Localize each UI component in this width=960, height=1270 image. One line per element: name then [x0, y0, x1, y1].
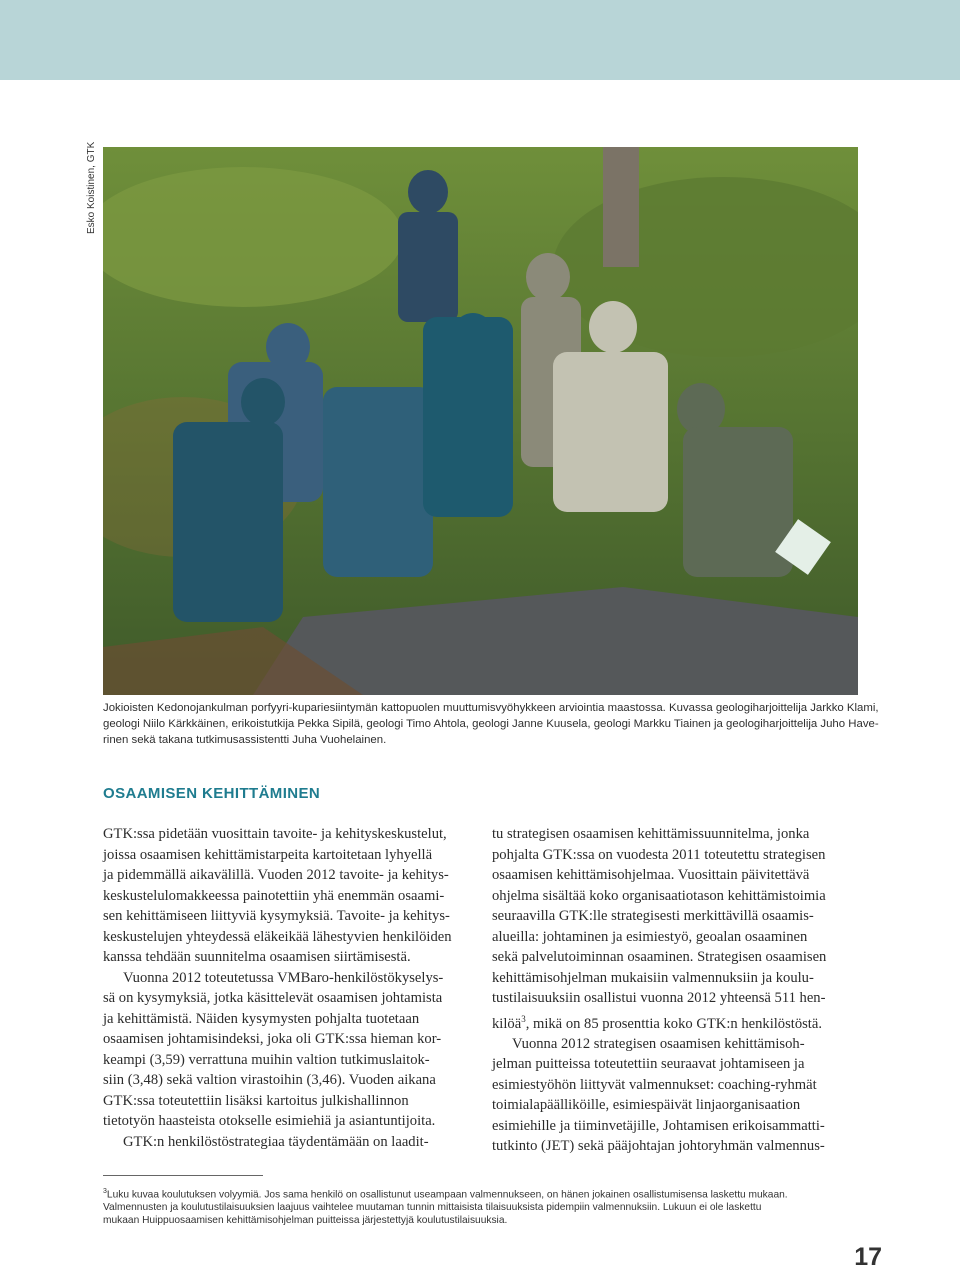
footnote-text: Luku kuvaa koulutuksen volyymiä. Jos sama henkilö on osallistunut useampaan valmennukseen, on hänen jokainen osallistumisensa laskettu mukaan.: [106, 1189, 788, 1201]
footnote-marker: 3: [103, 1188, 107, 1195]
text-line: kanssa tehdään suunnitelma osaamisen siirtämisestä.: [103, 949, 411, 965]
text-line: osaamisen johtamisindeksi, joka oli GTK:ssa hieman kor-: [103, 1031, 442, 1047]
text-line: kehittämisohjelman mukaisiin valmennuksiin ja koulu-: [492, 969, 814, 986]
field-photo: [103, 147, 858, 695]
page-number: 17: [854, 1243, 882, 1270]
paragraph: [492, 1034, 857, 1157]
paragraph: [103, 968, 468, 1132]
caption-line: Jokioisten Kedonojankulman porfyyri-kupariesiintymän kattopuolen muuttumisvyöhykkeen arviointia maastossa. Kuvassa geologiharjoittelija Jarkko Klami,: [103, 702, 879, 714]
text-fragment: kilöä: [492, 1015, 522, 1032]
text-line: jelman puitteissa toteutettiin seuraavat johtamiseen ja: [492, 1056, 805, 1073]
text-line: GTK:ssa toteutettiin lisäksi kartoitus julkishallinnon: [103, 1092, 409, 1109]
text-line: alueilla: johtaminen ja esimiestyö, geoalan osaaminen: [492, 928, 808, 945]
text-line: siin (3,48) sekä valtion virastoihin (3,46). Vuoden aikana: [103, 1072, 436, 1088]
section-title: OSAAMISEN KEHITTÄMINEN: [103, 785, 321, 802]
text-line: GTK:n henkilöstöstrategiaa täydentämään on laadit-: [123, 1133, 429, 1150]
text-line: ja pidemmällä aikavälillä. Vuoden 2012 tavoite- ja kehitys-: [103, 867, 449, 883]
text-line: toimialapäälliköille, esimiespäivät linjaorganisaation: [492, 1097, 801, 1114]
footnote-line: Valmennusten ja koulutustilaisuuksien laajuus vaihtelee muutaman tunnin mittaisista tilaisuuksista pidempiin valmennuksiin. Lukuun ei ole laskettu: [103, 1202, 762, 1214]
footnote-reference: 3: [521, 1013, 526, 1024]
text-line: tietotyön haasteista otokselle esimiehiä ja asiantuntijoita.: [103, 1113, 436, 1129]
paragraph: [492, 824, 857, 1034]
text-line: osaamisen kehittämisohjelmaa. Vuosittain päivitettävä: [492, 867, 810, 883]
header-band: [0, 0, 960, 80]
text-line: keampi (3,59) verrattuna muihin valtion tutkimuslaitok-: [103, 1051, 430, 1068]
text-line: keskustelulomakkeessa painotettiin yhä enemmän osaami-: [103, 887, 445, 904]
footnote-line: [103, 1185, 843, 1201]
left-column: [103, 824, 468, 1152]
footnote-divider: [103, 1175, 263, 1176]
text-line: tutkinto (JET) sekä pääjohtajan johtoryhmän valmennus-: [492, 1138, 825, 1155]
photo-caption: [103, 700, 879, 748]
text-line: seuraavilla GTK:lle strategisesti merkittävillä osaamis-: [492, 908, 814, 924]
field-photo-image: [103, 147, 858, 695]
footnote-line: mukaan Huippuosaamisen kehittämisohjelman puitteissa järjestettyjä koulutustilaisuuksia.: [103, 1215, 508, 1227]
paragraph: [103, 1132, 468, 1153]
text-line: sekä palvelutoiminnan osaaminen. Strategisen osaamisen: [492, 949, 827, 965]
text-line: sen kehittämiseen liittyviä kysymyksiä. Tavoite- ja kehitys-: [103, 908, 450, 924]
text-line: ja kehittämistä. Näiden kysymysten pohjalta tuotetaan: [103, 1010, 420, 1027]
footnote: [103, 1185, 843, 1227]
text-fragment: , mikä on 85 prosenttia koko GTK:n henkilöstöstä.: [525, 1015, 822, 1032]
text-line: keskustelujen yhteydessä eläkeikää lähestyvien henkilöiden: [103, 928, 452, 945]
text-line: GTK:ssa pidetään vuosittain tavoite- ja kehityskeskustelut,: [103, 826, 447, 842]
text-line: tu strategisen osaamisen kehittämissuunnitelma, jonka: [492, 826, 810, 842]
text-line: esimiestyöhön liittyvät valmennukset: coaching-ryhmät: [492, 1076, 817, 1093]
right-column: [492, 824, 857, 1157]
text-line: joissa osaamisen kehittämistarpeita kartoitetaan lyhyellä: [103, 846, 433, 863]
text-line: sä on kysymyksiä, jotka käsittelevät osaamisen johtamista: [103, 990, 443, 1006]
caption-line: rinen sekä takana tutkimusassistentti Juha Vuohelainen.: [103, 734, 387, 746]
caption-line: geologi Niilo Kärkkäinen, erikoistutkija Pekka Sipilä, geologi Timo Ahtola, geologi Janne Kuusela, geologi Markku Tiainen ja geologiharjoittelija Juho Have-: [103, 718, 879, 730]
text-line: Vuonna 2012 toteutetussa VMBaro-henkilöstökyselys-: [123, 969, 444, 986]
photo-credit: Esko Koistinen, GTK: [86, 141, 97, 234]
text-line: [492, 1009, 857, 1034]
text-line: ohjelma sisältää koko organisaatiotason kehittämistoimia: [492, 887, 826, 904]
text-line: pohjalta GTK:ssa on vuodesta 2011 toteutettu strategisen: [492, 846, 826, 863]
text-line: esimiehille ja tiiminvetäjille, Johtamisen erikoisammatti-: [492, 1117, 825, 1134]
text-line: Vuonna 2012 strategisen osaamisen kehittämisoh-: [512, 1035, 805, 1052]
paragraph: [103, 824, 468, 968]
text-line: tustilaisuuksiin osallistui vuonna 2012 yhteensä 511 hen-: [492, 990, 826, 1006]
